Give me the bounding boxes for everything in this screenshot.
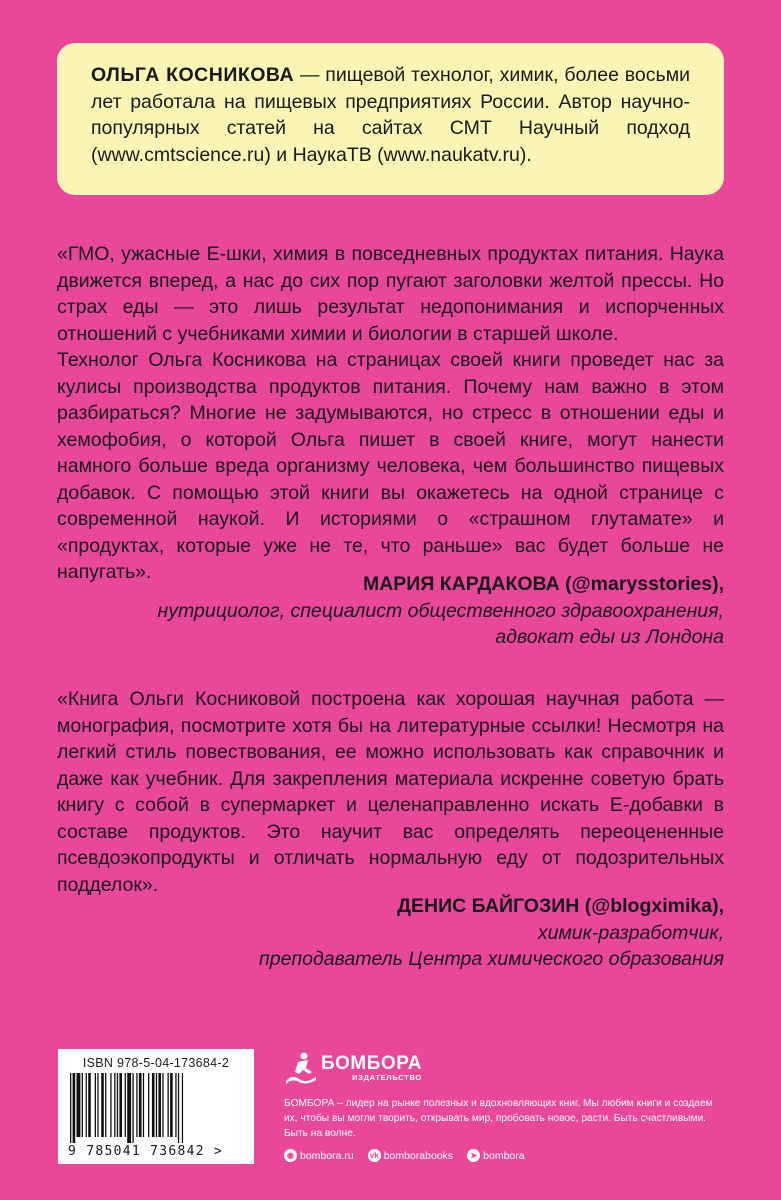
- barcode-bar: [101, 1073, 104, 1137]
- quote-2-paragraph-1: «Книга Ольги Косниковой построена как хорошая научная работа — монография, посмотрите хотя бы на литературные ссылки! Несмотря на легкий стиль повествования, ее можно использовать как справочник и даже как учебник. Для закрепления материала искренне советую брать книгу с собой в супермаркет и целенаправленно искать Е-добавки в составе продуктов. Это научит вас определять переоцененные псевдоэкопродукты и отличать нормальную еду от подозрительных подделок».: [57, 688, 724, 896]
- barcode-bar: [170, 1073, 173, 1137]
- reviewer-1-name: МАРИЯ КАРДАКОВА (@marysstories),: [362, 573, 724, 595]
- social-link-telegram[interactable]: [467, 1149, 524, 1162]
- barcode-bar: [143, 1073, 144, 1137]
- barcode-bar: [95, 1073, 96, 1137]
- barcode-box: [58, 1049, 254, 1164]
- reviewer-2-name: ДЕНИС БАЙГОЗИН (@blogximika),: [397, 895, 724, 917]
- barcode-bar: [125, 1073, 126, 1137]
- barcode-bar: [117, 1073, 118, 1137]
- isbn-number: ISBN 978-5-04-173684-2: [82, 1056, 230, 1070]
- barcode-bar: [158, 1073, 161, 1137]
- quote-1-paragraph-1: «ГМО, ужасные Е-шки, химия в повседневных продуктах питания. Наука движется вперед, а нас до сих пор пугают заголовки желтой прессы. Но страх еды — это лишь результат недопонимания и испорченных отношений с учебниками химии и биологии в старшей школе.: [57, 243, 724, 345]
- quote-1-paragraph-2: Технолог Ольга Косникова на страницах своей книги проведет нас за кулисы производства продуктов питания. Почему нам важно в этом разбираться? Многие не задумываются, но стресс в отношении еды и хемофобия, о которой Ольга пишет в своей книге, могут нанести намного больше вреда организму человека, чем большинство пищевых добавок. С помощью этой книги вы окажетесь на одной странице с современной наукой. И историями о «страшном глутамате» и «продуктах, которые уже не те, что раньше» вас будет больше не напугать».: [57, 349, 724, 583]
- barcode-bar: [82, 1073, 83, 1137]
- reviewer-1-role-line-1: нутрициолог, специалист общественного здравоохранения,: [157, 599, 724, 622]
- barcode-bar: [119, 1073, 122, 1137]
- social-link-vk[interactable]: [368, 1149, 453, 1162]
- barcode-bar: [70, 1073, 71, 1143]
- review-quote-2: [57, 686, 724, 898]
- barcode-bar: [105, 1073, 106, 1137]
- social-link-site[interactable]: [284, 1149, 354, 1162]
- social-link-label: bombora.ru: [300, 1149, 354, 1162]
- author-bio-text: — пищевой технолог, химик, более восьми лет работала на пищевых предприятиях России. Автор научно-популярных статей на сайтах СМТ Научный подход (www.cmtscience.ru) и НаукаТВ (www.naukatv.ru).: [91, 64, 690, 166]
- vk-icon: vk: [368, 1149, 381, 1162]
- barcode-bar: [162, 1073, 163, 1137]
- barcode-bar: [110, 1073, 111, 1137]
- barcode-bar: [178, 1073, 179, 1143]
- reviewer-2-role-line-2: преподаватель Центра химического образования: [259, 948, 724, 970]
- barcode-digits: 9 785041 736842 >: [68, 1144, 224, 1159]
- barcode-bar: [156, 1073, 157, 1137]
- telegram-icon: ➤: [467, 1149, 480, 1162]
- barcode-bar: [132, 1073, 133, 1143]
- barcode-bar: [175, 1073, 176, 1137]
- reviewer-2-role-line-1: химик-разработчик,: [537, 921, 724, 944]
- wave-figure-icon: [284, 1051, 318, 1085]
- reviewer-1-role-line-2: адвокат еды из Лондона: [495, 626, 724, 648]
- review-quote-1: [57, 241, 724, 586]
- publisher-logo: [284, 1049, 724, 1087]
- publisher-description: БОМБОРА – лидер на рынке полезных и вдохновляющих книг. Мы любим книги и создаем их, чтобы вы могли творить, открывать мир, пробовать новое, расти. Быть счастливыми. Быть на волне.: [284, 1098, 713, 1139]
- publisher-subtitle: ИЗДАТЕЛЬСТВО: [352, 1073, 422, 1082]
- publisher-block: [284, 1049, 724, 1162]
- barcode-bar: [168, 1073, 169, 1137]
- barcode-bar: [127, 1073, 131, 1143]
- barcode-bar: [97, 1073, 98, 1137]
- barcode-bar: [148, 1073, 149, 1137]
- barcode-bar: [114, 1073, 115, 1137]
- review-2-attribution: [57, 893, 724, 973]
- social-links: [284, 1149, 724, 1162]
- barcode-bar: [136, 1073, 137, 1137]
- social-link-label: bomborabooks: [383, 1149, 454, 1162]
- barcode-bar: [77, 1073, 81, 1137]
- barcode-bar: [182, 1073, 183, 1143]
- social-link-label: bombora: [483, 1149, 525, 1162]
- barcode-bar: [73, 1073, 76, 1143]
- barcode-image: [68, 1073, 244, 1143]
- publisher-name: БОМБОРА: [321, 1053, 422, 1074]
- barcode-bar: [86, 1073, 87, 1137]
- globe-icon: ◉: [284, 1149, 297, 1162]
- author-bio-box: [57, 43, 724, 195]
- barcode-bar: [152, 1073, 155, 1137]
- barcode-bar: [88, 1073, 91, 1137]
- barcode-bar: [139, 1073, 142, 1137]
- author-name: ОЛЬГА КОСНИКОВА: [91, 64, 295, 86]
- review-1-attribution: [57, 571, 724, 651]
